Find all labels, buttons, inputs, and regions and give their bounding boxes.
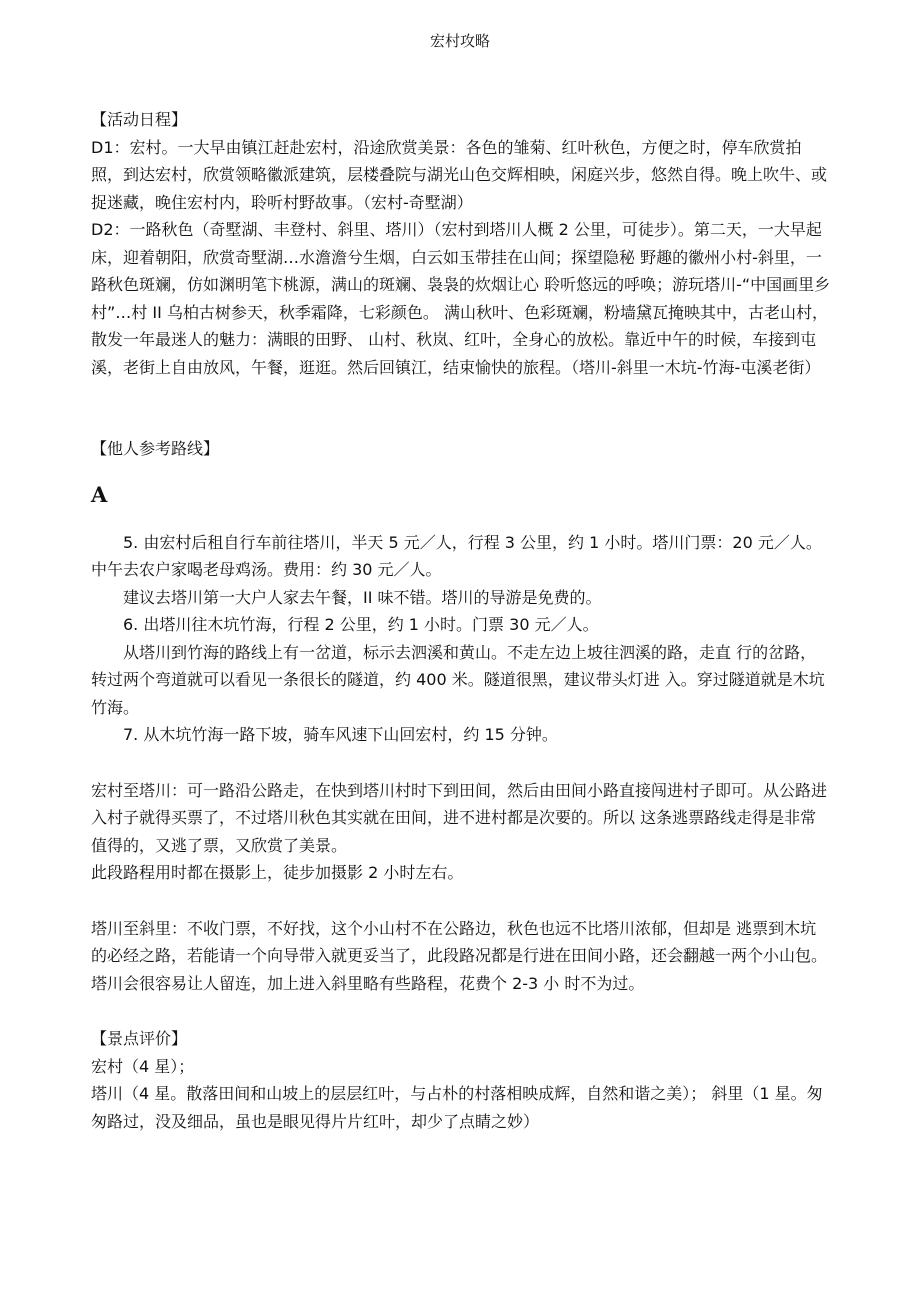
- route-step-5-note: 建议去塔川第一大户人家去午餐，II 味不错。塔川的导游是免费的。: [123, 587, 602, 607]
- spacer: [91, 381, 831, 435]
- spacer: [91, 887, 831, 915]
- route-step-6-note: 从塔川到竹海的路线上有一岔道，标示去泗溪和黄山。不走左边上坡往泗溪的路，走直 行的岔路，转过两个弯道就可以看见一条很长的隧道，约 400 米。隧道很黑，建议带头灯进 入。穿过隧道就是木坑竹海。: [91, 642, 825, 717]
- route-step-6: 6. 出塔川往木坑竹海，行程 2 公里，约 1 小时。门票 30 元／人。: [123, 615, 599, 634]
- spacer: [91, 749, 831, 777]
- hongcun-to-tachuan-time: 此段路程用时都在摄影上，徒步加摄影 2 小时左右。: [91, 863, 464, 882]
- reference-routes-heading: 【他人参考路线】: [91, 439, 220, 458]
- route-letter: A: [91, 481, 108, 507]
- schedule-heading: 【活动日程】: [91, 110, 188, 129]
- hongcun-to-tachuan-text: 宏村至塔川：可一路沿公路走，在快到塔川村时下到田间，然后由田间小路直接闯进村子即可。从公路进入村子就得买票了，不过塔川秋色其实就在田间，进不进村都是次要的。所以 这条逃票路线走得是非常值得的，又逃了票，又欣赏了美景。: [91, 780, 828, 855]
- route-step-5: 5. 由宏村后租自行车前往塔川，半天 5 元／人，行程 3 公里，约 1 小时。塔川门票：20 元／人。中午去农户家喝老母鸡汤。费用：约 30 元／人。: [91, 532, 822, 579]
- route-step-7: 7. 从木坑竹海一路下坡，骑车风速下山回宏村，约 15 分钟。: [123, 725, 558, 744]
- document-body: [91, 106, 831, 1135]
- spacer: [91, 463, 831, 477]
- ratings-heading: 【景点评价】: [91, 1029, 188, 1048]
- spacer: [91, 513, 831, 529]
- tachuan-to-xieli-text: 塔川至斜里：不收门票，不好找，这个小山村不在公路边，秋色也远不比塔川浓郁，但却是 逃票到木坑的必经之路，若能请一个向导带入就更妥当了，此段路况都是行进在田间小路，还会翻越一两个小山包。塔川会很容易让人留连，加上进入斜里略有些路程，花费个 2-3 小 时不为过。: [91, 918, 828, 993]
- page-header-title: 宏村攻略: [429, 32, 490, 50]
- rating-hongcun: 宏村（4 星）；: [91, 1056, 195, 1076]
- rating-tachuan-xieli: 塔川（4 星。散落田间和山坡上的层层红叶，与占朴的村落相映成辉，自然和谐之美）； 斜里（1 星。匆匆路过，没及细品，虽也是眼见得片片红叶，却少了点睛之妙）: [91, 1084, 823, 1131]
- spacer: [91, 997, 831, 1025]
- schedule-day-1: D1：宏村。一大早由镇江赶赴宏村，沿途欣赏美景：各色的雏菊、红叶秋色，方便之时，停车欣赏拍照，到达宏村，欣赏领略徽派建筑，层楼叠院与湖光山色交辉相映，闲庭兴步，悠然自得。晚上吹牛、或捉迷藏，晚住宏村内，聆听村野故事。（宏村-奇墅湖）: [91, 137, 828, 212]
- schedule-day-2: D2：一路秋色（奇墅湖、丰登村、斜里、塔川）（宏村到塔川人概 2 公里，可徒步）。第二天，一大早起床，迎着朝阳，欣赏奇墅湖…水澹澹兮生烟，白云如玉带挂在山间；探望隐秘 野趣的徽州小村-斜里，一路秋色斑斓，仿如渊明笔卞桃源，满山的斑斓、袅袅的炊烟让心 聆听悠远的呼唤；游玩塔川-“中国画里乡村”…村 II 乌柏古树参天，秋季霜降，七彩颜色。 满山秋叶、色彩斑斓，粉墙黛瓦掩映其中，古老山村，散发一年最迷人的魅力：满眼的田野、 山村、秋岚、红叶，全身心的放松。靠近中午的时候，车接到屯溪，老街上自由放风，午餐，逛逛。然后回镇江，结束愉快的旅程。（塔川-斜里一木坑-竹海-屯溪老街）: [91, 220, 831, 377]
